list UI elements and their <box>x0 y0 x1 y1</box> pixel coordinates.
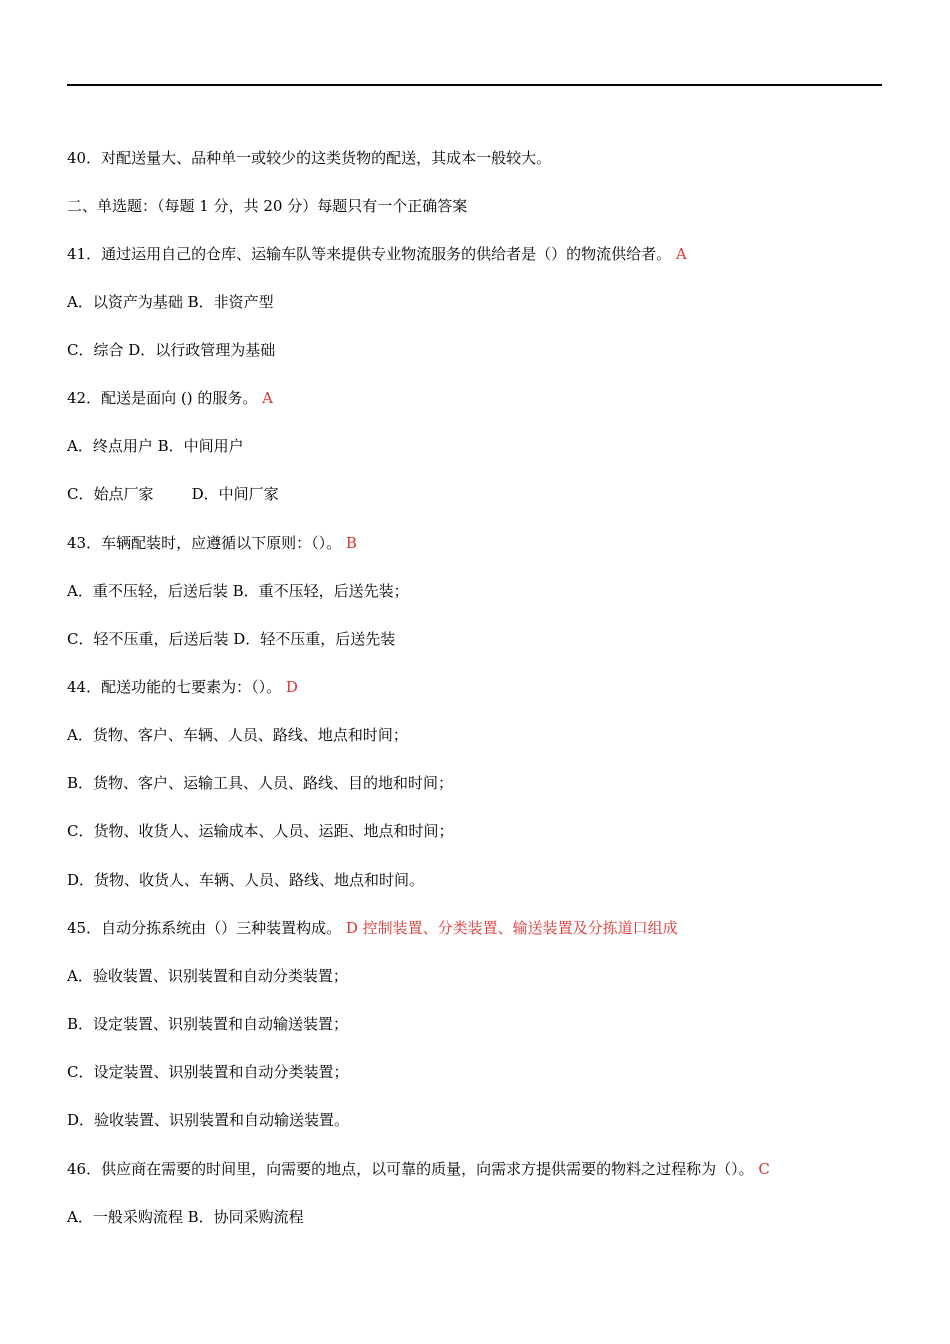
option-line <box>67 773 453 793</box>
line-text: 41．通过运用自己的仓库、运输车队等来提供专业物流服务的供给者是（）的物流供给者。 <box>67 245 676 263</box>
line-text: A．一般采购流程 B．协同采购流程 <box>67 1208 304 1226</box>
document-line <box>67 148 551 168</box>
option-line <box>67 340 275 360</box>
question-41 <box>67 244 687 264</box>
answer-mark: C <box>758 1160 770 1178</box>
line-text: 45．自动分拣系统由（）三种装置构成。 <box>67 919 346 937</box>
question-43 <box>67 533 357 553</box>
answer-mark: A <box>262 389 273 407</box>
line-text: A．重不压轻，后送后装 B．重不压轻，后送先装； <box>67 582 409 600</box>
option-line <box>67 436 244 456</box>
question-46 <box>67 1159 770 1179</box>
option-line <box>67 870 424 890</box>
header-rule <box>67 84 882 86</box>
line-text: B．设定装置、识别装置和自动输送装置； <box>67 1015 349 1033</box>
option-line <box>67 966 348 986</box>
line-text: A．货物、客户、车辆、人员、路线、地点和时间； <box>67 726 408 744</box>
section-heading <box>67 196 467 216</box>
option-line <box>67 1062 348 1082</box>
line-text: D．验收装置、识别装置和自动输送装置。 <box>67 1111 350 1129</box>
line-text: 43．车辆配装时，应遵循以下原则：（）。 <box>67 534 346 552</box>
line-text: 44．配送功能的七要素为：（）。 <box>67 678 286 696</box>
option-line <box>67 581 409 601</box>
line-text: C．货物、收货人、运输成本、人员、运距、地点和时间； <box>67 822 454 840</box>
line-text: 二、单选题：（每题 1 分，共 20 分）每题只有一个正确答案 <box>67 197 468 215</box>
line-text: D．货物、收货人、车辆、人员、路线、地点和时间。 <box>67 871 425 889</box>
line-text: A．验收装置、识别装置和自动分类装置； <box>67 967 348 985</box>
option-line <box>67 1014 348 1034</box>
answer-mark: B <box>345 534 357 552</box>
line-text: C．轻不压重，后送后装 D．轻不压重，后送先装 <box>67 630 396 648</box>
option-line <box>67 1110 349 1130</box>
answer-mark: D <box>285 678 298 696</box>
option-line <box>67 1207 304 1227</box>
line-text: C．设定装置、识别装置和自动分类装置； <box>67 1063 349 1081</box>
line-text: A．终点用户 B．中间用户 <box>67 437 244 455</box>
line-text: B．货物、客户、运输工具、人员、路线、目的地和时间； <box>67 774 454 792</box>
option-line <box>67 821 453 841</box>
answer-mark: D 控制装置、分类装置、输送装置及分拣道口组成 <box>345 919 678 937</box>
question-45 <box>67 918 678 938</box>
question-44 <box>67 677 298 697</box>
line-text: A．以资产为基础 B．非资产型 <box>67 293 274 311</box>
line-text: 42．配送是面向 () 的服务。 <box>67 389 263 407</box>
line-text: C．始点厂家 D．中间厂家 <box>67 485 279 503</box>
option-line <box>67 725 408 745</box>
option-line <box>67 629 395 649</box>
answer-mark: A <box>675 245 687 263</box>
line-text: 40．对配送量大、品种单一或较少的这类货物的配送，其成本一般较大。 <box>67 149 552 167</box>
line-text: 46．供应商在需要的时间里，向需要的地点，以可靠的质量，向需求方提供需要的物料之过程称为（）。 <box>67 1160 759 1178</box>
line-text: C．综合 D．以行政管理为基础 <box>67 341 276 359</box>
question-42 <box>67 388 273 408</box>
option-line <box>67 484 279 504</box>
option-line <box>67 292 274 312</box>
